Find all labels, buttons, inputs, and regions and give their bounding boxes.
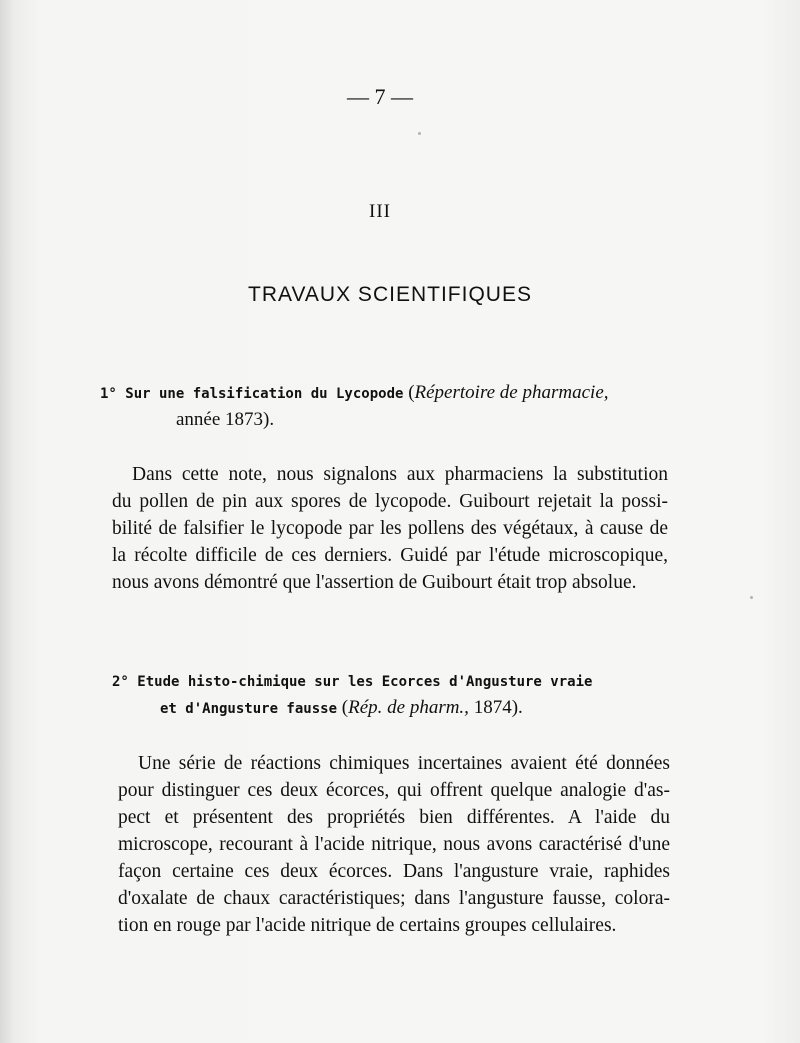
entry-paragraph-2 — [118, 750, 670, 939]
paper-speck — [750, 596, 753, 599]
paragraph-line: façon certaine ces deux écorces. Dans l'angusture vraie, raphides — [118, 861, 670, 882]
entry-label-continued: et d'Angusture fausse — [160, 701, 338, 717]
entry-ref-open: ( — [341, 697, 349, 718]
paragraph-line: pect et présentent des propriétés bien différentes. A l'aide du — [118, 807, 670, 828]
paragraph-line: d'oxalate de chaux caractéristiques; dans l'angusture fausse, colora- — [118, 888, 670, 909]
section-title: TRAVAUX SCIENTIFIQUES — [248, 283, 532, 306]
paragraph-line: la récolte difficile de ces derniers. Guidé par l'étude microscopique, — [112, 545, 668, 566]
section-number: III — [369, 201, 391, 222]
entry-label: 1° Sur une falsification du Lycopode — [100, 386, 404, 402]
paragraph-line: pour distinguer ces deux écorces, qui offrent quelque analogie d'as- — [118, 780, 670, 801]
paragraph-line: Une série de réactions chimiques incertaines avaient été données — [138, 753, 670, 774]
entry-ref-open: ( — [408, 382, 415, 403]
entry-heading-2 — [112, 668, 672, 722]
entry-label: 2° Etude histo-chimique sur les Ecorces d'Angusture vraie — [112, 674, 593, 690]
paragraph-line: Dans cette note, nous signalons aux pharmaciens la substitution — [132, 464, 668, 485]
paper-speck — [418, 132, 421, 135]
entry-heading-1 — [100, 380, 670, 433]
paragraph-line: bilité de falsifier le lycopode par les pollens des végétaux, à cause de — [112, 518, 668, 539]
entry-ref-year: 1874). — [473, 697, 523, 718]
paragraph-line: nous avons démontré que l'assertion de Guibourt était trop absolue. — [112, 572, 637, 593]
entry-ref-journal: Rép. de pharm., — [348, 697, 469, 718]
paragraph-line: microscope, recourant à l'acide nitrique, nous avons caractérisé d'une — [118, 834, 670, 855]
paragraph-line: tion en rouge par l'acide nitrique de certains groupes cellulaires. — [118, 915, 617, 936]
entry-ref-journal: Répertoire de pharmacie, — [414, 382, 609, 403]
entry-paragraph-1 — [112, 461, 668, 596]
page-number: — 7 — — [347, 84, 413, 109]
paragraph-line: du pollen de pin aux spores de lycopode. Guibourt rejetait la possi- — [112, 491, 668, 512]
entry-ref-year: année 1873). — [176, 409, 275, 430]
